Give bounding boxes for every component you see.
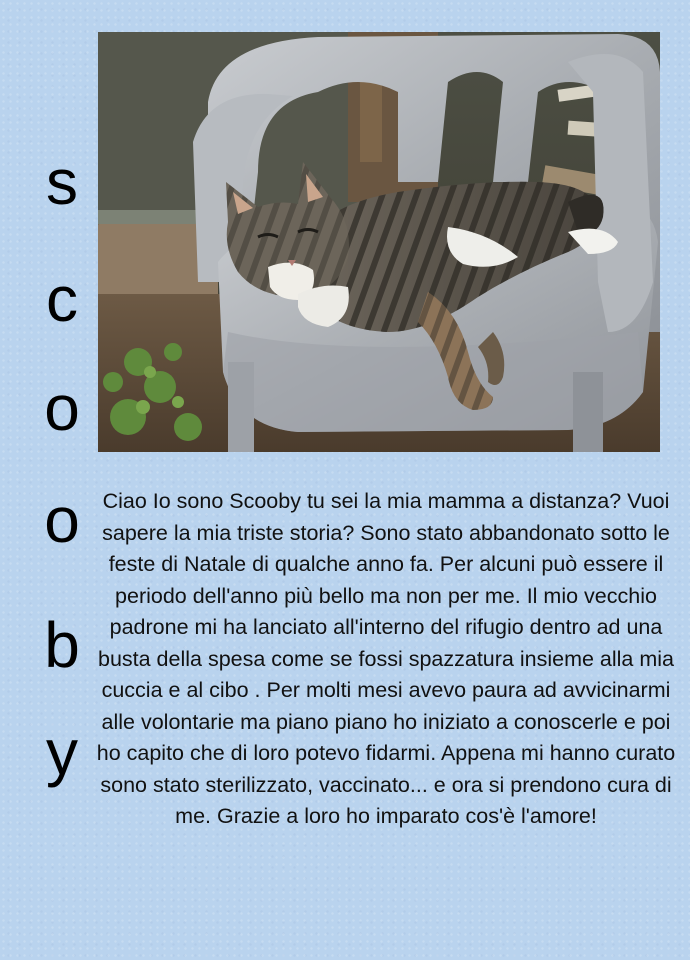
name-letter: o — [44, 372, 80, 444]
name-letter: c — [46, 263, 78, 335]
name-letter: s — [46, 146, 78, 218]
name-letter: o — [44, 484, 80, 556]
vertical-name-title — [30, 146, 94, 800]
cat-on-chair-illustration — [98, 32, 660, 452]
story-text: Ciao Io sono Scooby tu sei la mia mamma a distanza? Vuoi sapere la mia triste storia? Sono stato abbandonato sotto le feste di Natale di qualche anno fa. Per alcuni può essere il periodo dell'anno più bello ma non per me. Il mio vecchio padrone mi ha lanciato all'interno del rifugio dentro ad una busta della spesa come se fossi spazzatura insieme alla mia cuccia e al cibo . Per molti mesi avevo paura ad avvicinarmi alle volontarie ma piano piano ho iniziato a conoscerle e poi ho capito che di loro potevo fidarmi. Appena mi hanno curato sono stato sterilizzato, vaccinato... e ora si prendono cura di me. Grazie a loro ho imparato cos'è l'amore! — [96, 489, 676, 828]
cat-photo — [98, 32, 660, 452]
name-letter: y — [46, 716, 78, 788]
name-letter: b — [44, 609, 80, 681]
